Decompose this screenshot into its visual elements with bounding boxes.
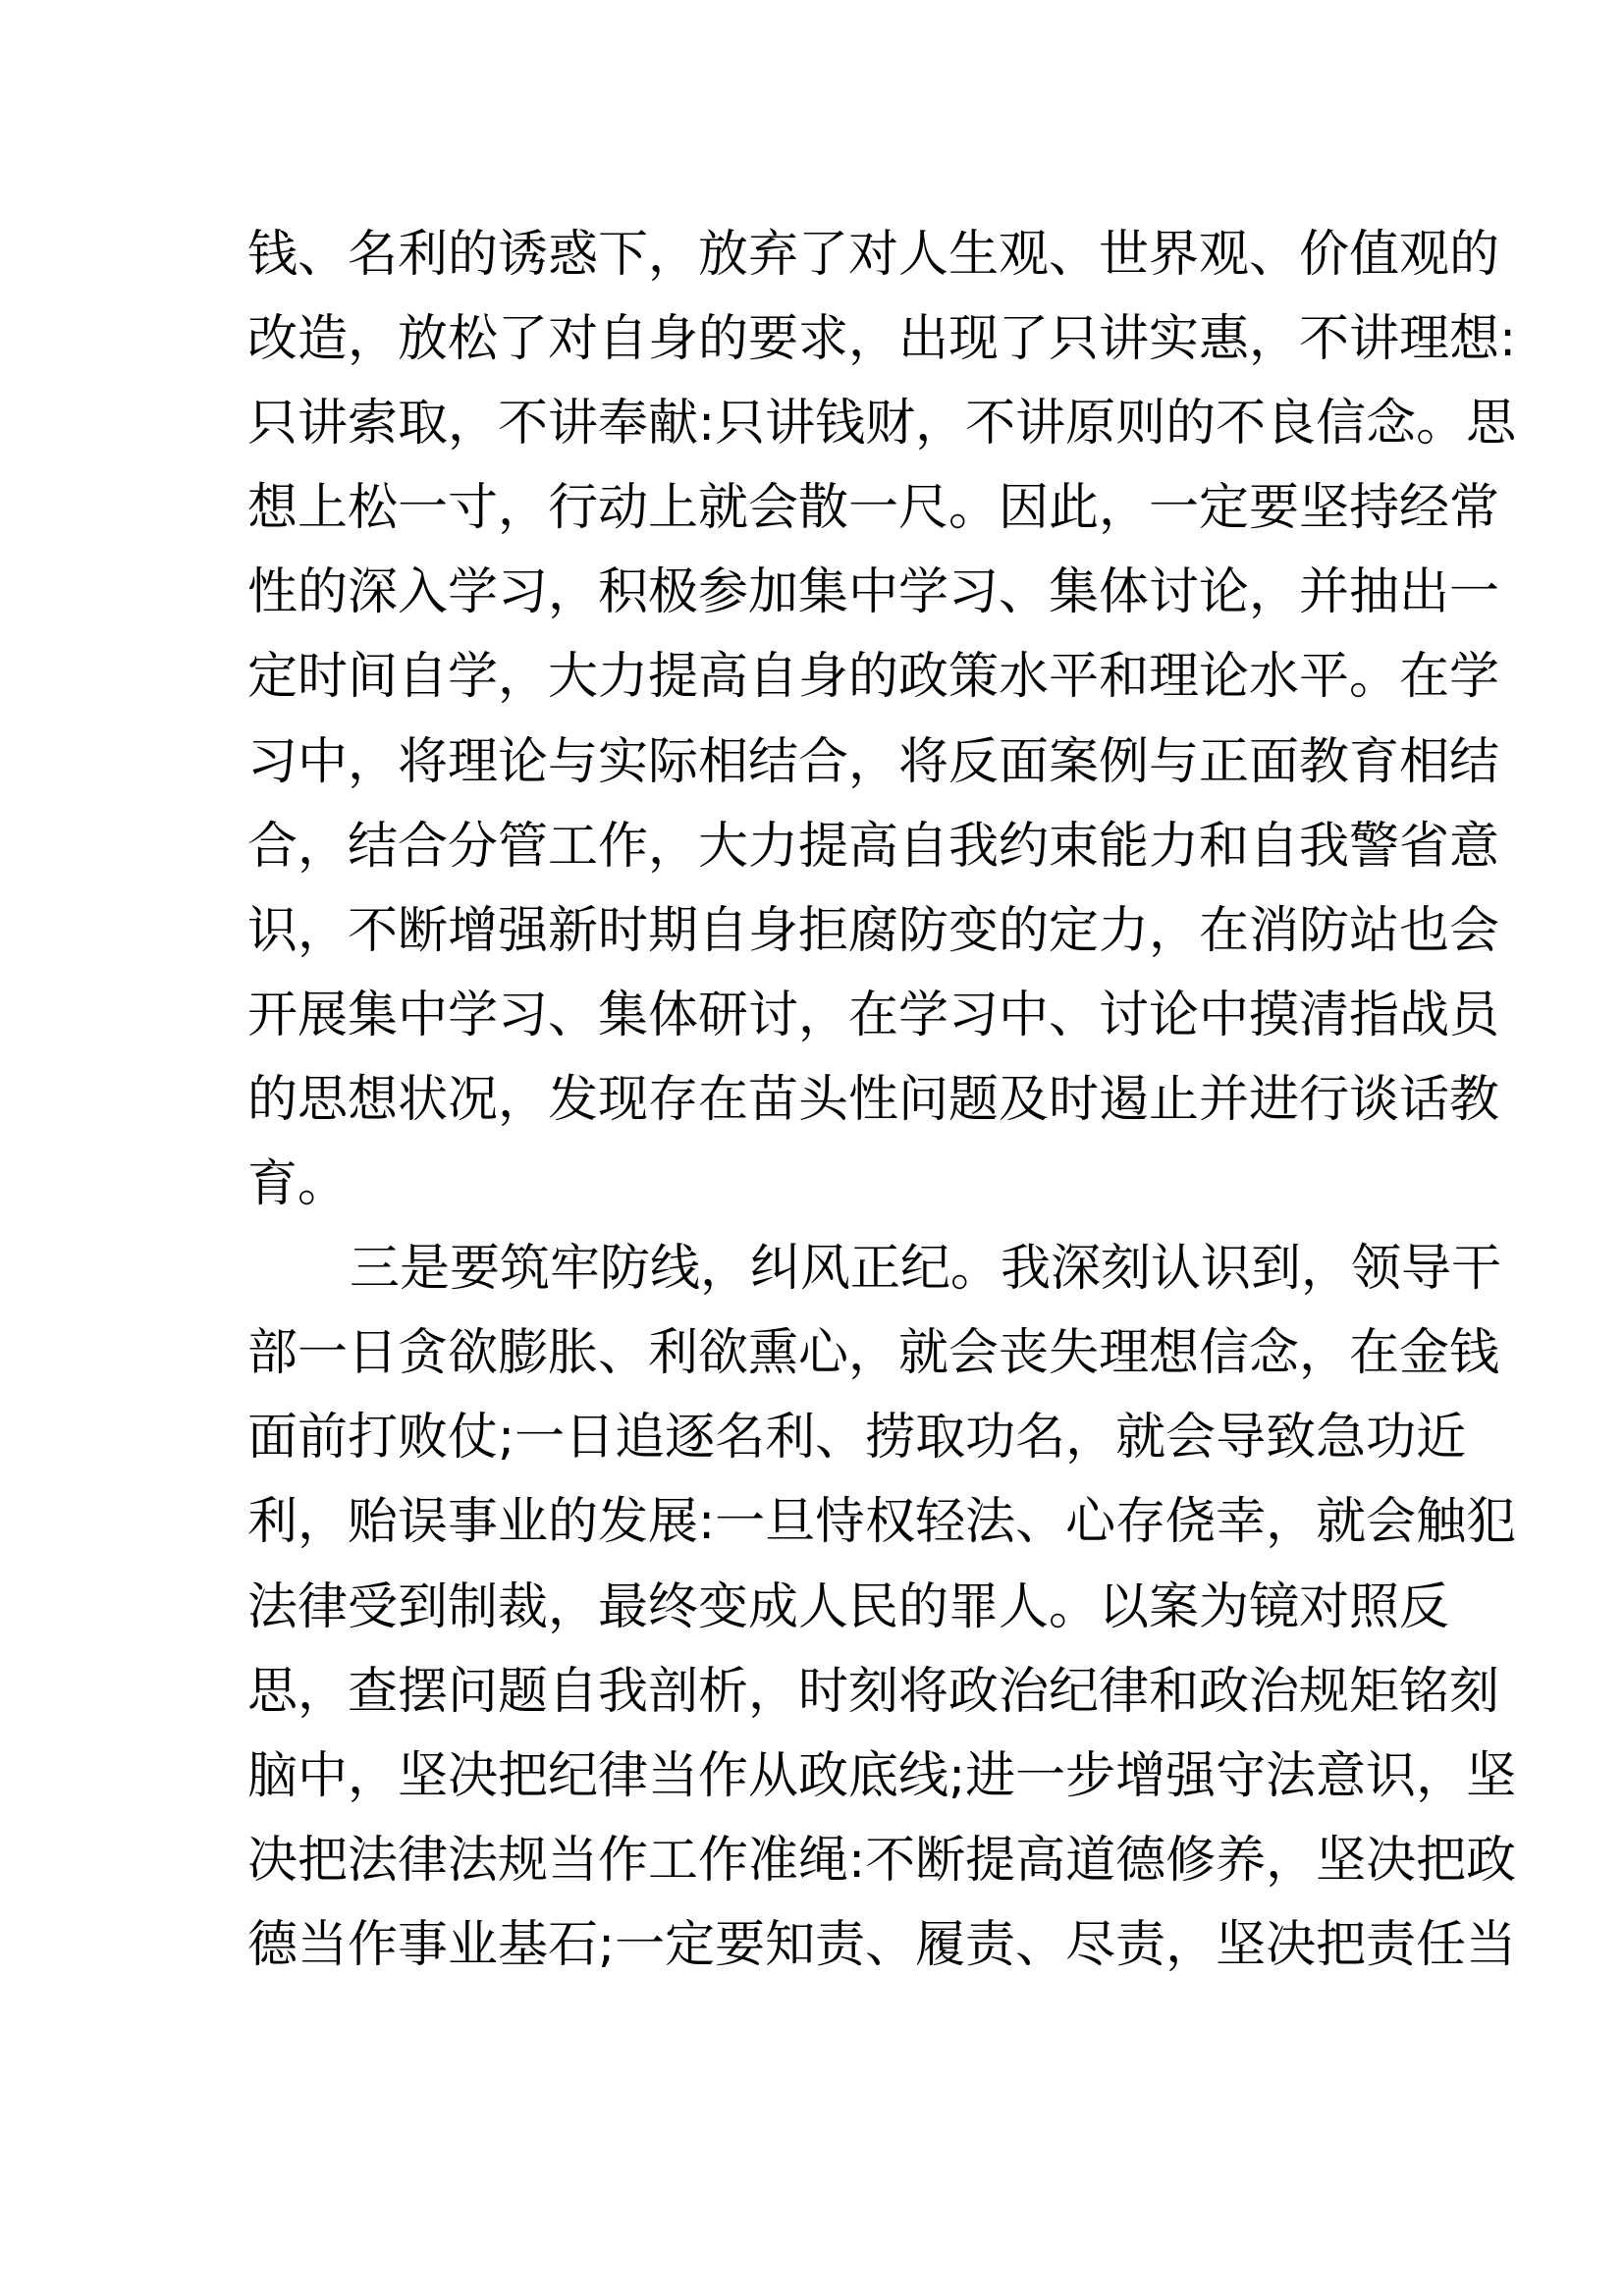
text-line: 三是要筑牢防线，纠风正纪。我深刻认识到，领导干 (350, 1240, 1502, 1299)
text-line: 性的深入学习，积极参加集中学习、集体讨论，并抽出一 (247, 563, 1500, 622)
text-line: 部一日贪欲膨胀、利欲熏心，就会丧失理想信念，在金钱 (247, 1324, 1500, 1383)
text-line: 想上松一寸，行动上就会散一尺。因此，一定要坚持经常 (247, 479, 1500, 538)
text-line: 利，贻误事业的发展:一旦恃权轻法、心存侥幸，就会触犯 (247, 1493, 1517, 1552)
text-line: 定时间自学，大力提高自身的政策水平和理论水平。在学 (247, 648, 1500, 707)
text-line: 决把法律法规当作工作准绳:不断提高道德修养，坚决把政 (247, 1831, 1517, 1890)
text-line: 思，查摆问题自我剖析，时刻将政治纪律和政治规矩铭刻 (247, 1662, 1500, 1721)
text-line: 识，不断增强新时期自身拒腐防变的定力，在消防站也会 (247, 901, 1500, 960)
text-line: 改造，放松了对自身的要求，出现了只讲实惠，不讲理想: (247, 310, 1517, 369)
text-line: 钱、名利的诱惑下，放弃了对人生观、世界观、价值观的 (247, 226, 1500, 284)
text-line: 法律受到制裁，最终变成人民的罪人。以案为镜对照反 (247, 1577, 1450, 1636)
paragraph-1 (247, 213, 1517, 1227)
paragraph-2 (247, 1227, 1517, 1988)
text-line: 脑中，坚决把纪律当作从政底线;进一步增强守法意识，坚 (247, 1746, 1517, 1805)
text-line: 的思想状况，发现存在苗头性问题及时遏止并进行谈话教 (247, 1070, 1500, 1129)
text-line: 德当作事业基石;一定要知责、履责、尽责，坚决把责任当 (247, 1915, 1517, 1974)
text-line: 面前打败仗;一日追逐名利、捞取功名，就会导致急功近 (247, 1409, 1467, 1468)
text-line: 只讲索取，不讲奉献:只讲钱财，不讲原则的不良信念。思 (247, 395, 1517, 454)
text-line: 育。 (247, 1155, 349, 1214)
text-line: 开展集中学习、集体研讨，在学习中、讨论中摸清指战员 (247, 986, 1500, 1044)
text-line: 合，结合分管工作，大力提高自我约束能力和自我警省意 (247, 817, 1500, 876)
text-line: 习中，将理论与实际相结合，将反面案例与正面教育相结 (247, 732, 1500, 791)
document-page (247, 213, 1517, 1988)
